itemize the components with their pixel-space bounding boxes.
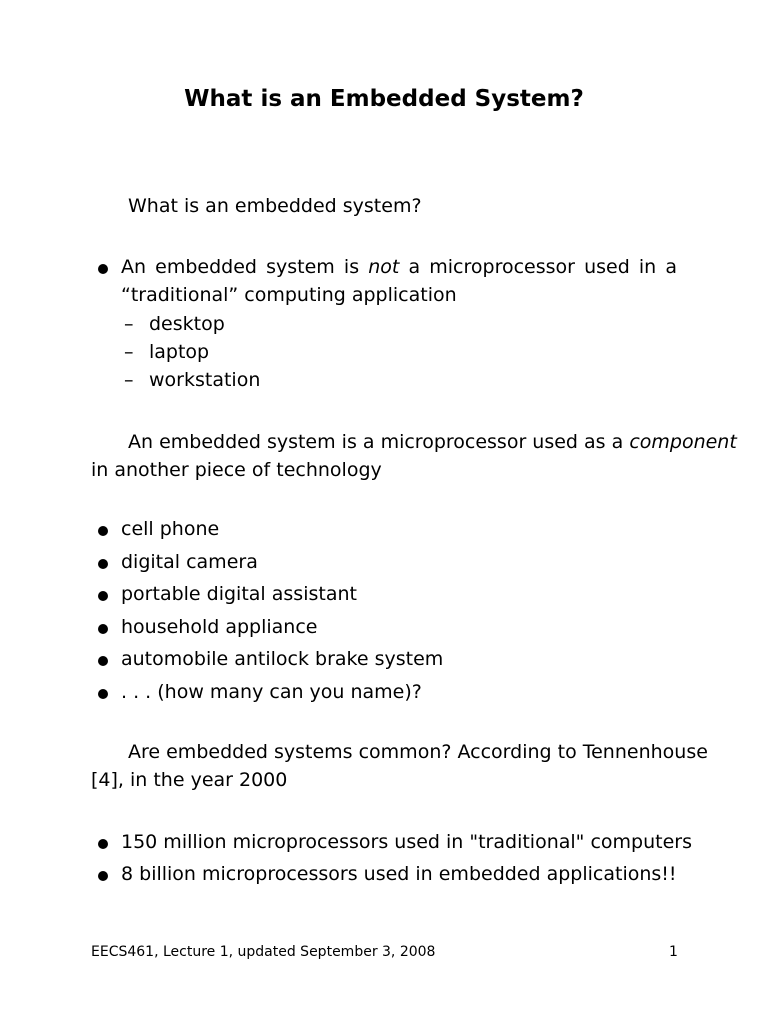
component-statement-line2: in another piece of technology [91, 459, 382, 481]
not-statement-part1: An embedded system is [121, 256, 369, 278]
common-statement-line1: Are embedded systems common? According to Tennenhouse [128, 741, 708, 763]
not-emphasis: not [368, 256, 400, 278]
list-item: automobile antilock brake system [121, 648, 444, 670]
bullet-icon [98, 689, 108, 699]
list-item: household appliance [121, 616, 318, 638]
list-item: cell phone [121, 518, 220, 540]
list-item: 8 billion microprocessors used in embedded applications!! [121, 863, 677, 885]
bullet-icon [98, 559, 108, 569]
list-item: desktop [149, 313, 225, 335]
list-item: portable digital assistant [121, 583, 357, 605]
bullet-icon [98, 624, 108, 634]
footer-text: EECS461, Lecture 1, updated September 3, 2008 [91, 944, 436, 960]
bullet-icon [98, 526, 108, 536]
not-statement-part2: a microprocessor used in a [399, 256, 677, 278]
page-number: 1 [669, 944, 678, 960]
not-statement-line2: “traditional” computing application [121, 284, 457, 306]
list-item: digital camera [121, 551, 258, 573]
dash-icon: – [124, 341, 134, 363]
not-statement-line1 [121, 256, 677, 279]
list-item: workstation [149, 369, 261, 391]
list-item: 150 million microprocessors used in "traditional" computers [121, 831, 692, 853]
list-item: . . . (how many can you name)? [121, 681, 422, 703]
bullet-icon [98, 264, 108, 274]
page-title: What is an Embedded System? [184, 86, 584, 112]
intro-question: What is an embedded system? [128, 195, 422, 217]
dash-icon: – [124, 313, 134, 335]
common-statement-line2: [4], in the year 2000 [91, 769, 288, 791]
dash-icon: – [124, 369, 134, 391]
component-statement-line1 [128, 431, 737, 454]
list-item: laptop [149, 341, 210, 363]
bullet-icon [98, 656, 108, 666]
component-emphasis: component [629, 431, 737, 453]
bullet-icon [98, 591, 108, 601]
bullet-icon [98, 871, 108, 881]
bullet-icon [98, 839, 108, 849]
component-statement-part1: An embedded system is a microprocessor used as a [128, 431, 630, 453]
